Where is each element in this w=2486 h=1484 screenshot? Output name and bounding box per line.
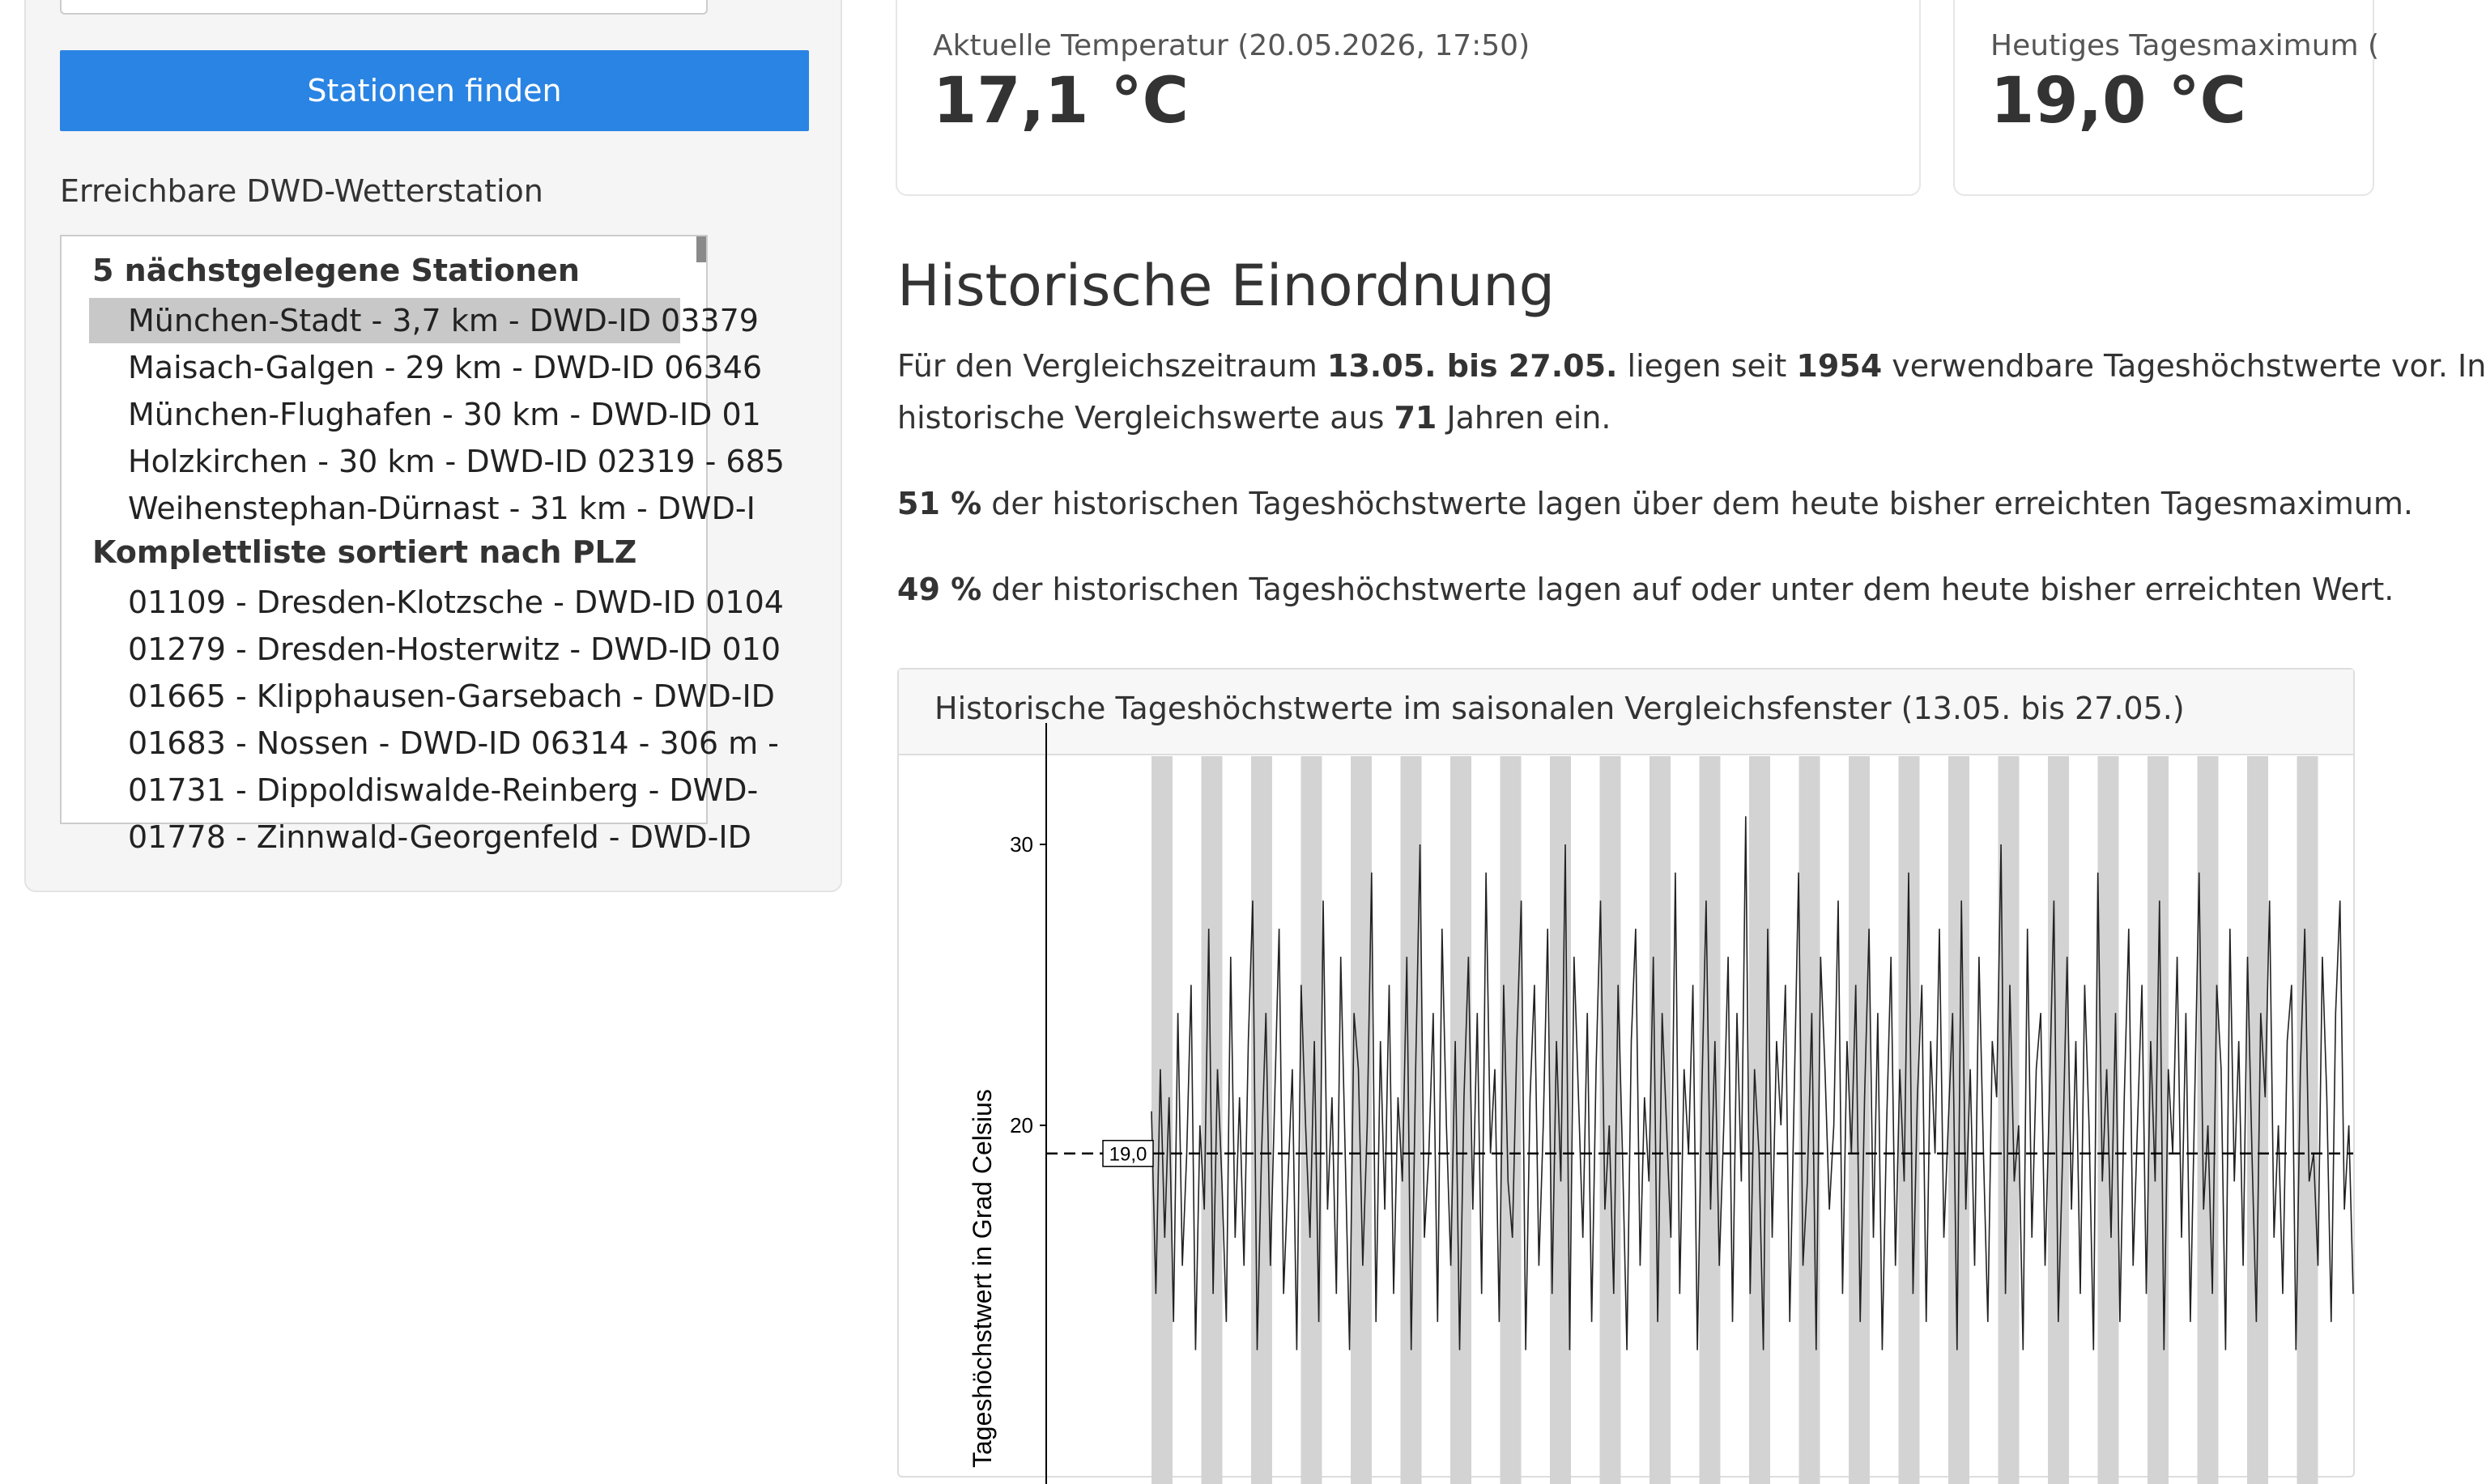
station-option[interactable]: 01683 - Nossen - DWD-ID 06314 - 306 m - xyxy=(128,725,779,761)
station-select-label: Erreichbare DWD-Wetterstation xyxy=(60,173,543,209)
current-temp-caption: Aktuelle Temperatur (20.05.2026, 17:50) xyxy=(933,29,1530,62)
find-stations-button[interactable]: Stationen finden xyxy=(60,50,809,131)
chart-card-title: Historische Tageshöchstwerte im saisonalen Vergleichsfenster (13.05. bis 27.05.) xyxy=(934,691,2185,726)
daily-max-value: 19,0 °C xyxy=(1990,65,2246,138)
year-band xyxy=(2247,756,2268,1484)
current-temp-value: 17,1 °C xyxy=(933,65,1189,138)
station-option[interactable]: 01665 - Klipphausen-Garsebach - DWD-ID xyxy=(128,678,775,714)
year-band xyxy=(2148,756,2169,1484)
station-option[interactable]: 01778 - Zinnwald-Georgenfeld - DWD-ID xyxy=(128,819,751,855)
comparison-paragraph: Für den Vergleichszeitraum 13.05. bis 27.05. liegen seit 1954 verwendbare Tageshöchstwerte vor. In historische Vergleichswerte aus 71 Jahren ein. xyxy=(897,348,2486,436)
year-band xyxy=(1501,756,1522,1484)
y-axis-label: Tageshöchstwert in Grad Celsius xyxy=(968,1089,997,1468)
location-input[interactable] xyxy=(60,0,708,15)
section-title: Historische Einordnung xyxy=(897,253,1556,319)
station-option[interactable]: 01731 - Dippoldiswalde-Reinberg - DWD- xyxy=(128,772,759,808)
station-option[interactable]: München-Flughafen - 30 km - DWD-ID 01 xyxy=(128,397,761,432)
reference-label: 19,0 xyxy=(1109,1143,1147,1166)
list-scrollbar[interactable] xyxy=(696,236,706,262)
station-option[interactable]: Holzkirchen - 30 km - DWD-ID 02319 - 685 xyxy=(128,444,785,479)
year-band xyxy=(1301,756,1322,1484)
station-option[interactable]: 01109 - Dresden-Klotzsche - DWD-ID 0104 xyxy=(128,585,784,620)
station-option[interactable]: Weihenstephan-Dürnast - 31 km - DWD-I xyxy=(128,491,756,526)
y-tick-label: 20 xyxy=(1010,1113,1033,1137)
year-band xyxy=(1749,756,1770,1484)
current-temp-box xyxy=(896,0,1921,196)
history-line-chart xyxy=(899,755,2353,1484)
daily-max-box xyxy=(1953,0,2380,196)
year-band xyxy=(2048,756,2069,1484)
station-option[interactable]: Maisach-Galgen - 29 km - DWD-ID 06346 xyxy=(128,350,763,385)
chart-card xyxy=(897,668,2355,1478)
year-band xyxy=(1351,756,1372,1484)
station-select-list[interactable] xyxy=(60,235,785,855)
daily-max-caption: Heutiges Tagesmaximum ( xyxy=(1990,29,2380,62)
station-option[interactable]: München-Stadt - 3,7 km - DWD-ID 03379 xyxy=(89,298,680,343)
year-band xyxy=(1600,756,1621,1484)
station-option[interactable]: 01279 - Dresden-Hosterwitz - DWD-ID 010 xyxy=(128,631,781,667)
chart-card-header xyxy=(899,670,2353,755)
y-tick-label: 30 xyxy=(1010,832,1033,857)
optgroup-nearest: 5 nächstgelegene Stationen xyxy=(92,253,580,288)
optgroup-complete: Komplettliste sortiert nach PLZ xyxy=(92,534,637,570)
above-percentage-paragraph: 51 % der historischen Tageshöchstwerte lagen über dem heute bisher erreichten Tagesmaximum. xyxy=(897,486,2413,521)
below-percentage-paragraph: 49 % der historischen Tageshöchstwerte lagen auf oder unter dem heute bisher erreichten Wert. xyxy=(897,572,2394,607)
